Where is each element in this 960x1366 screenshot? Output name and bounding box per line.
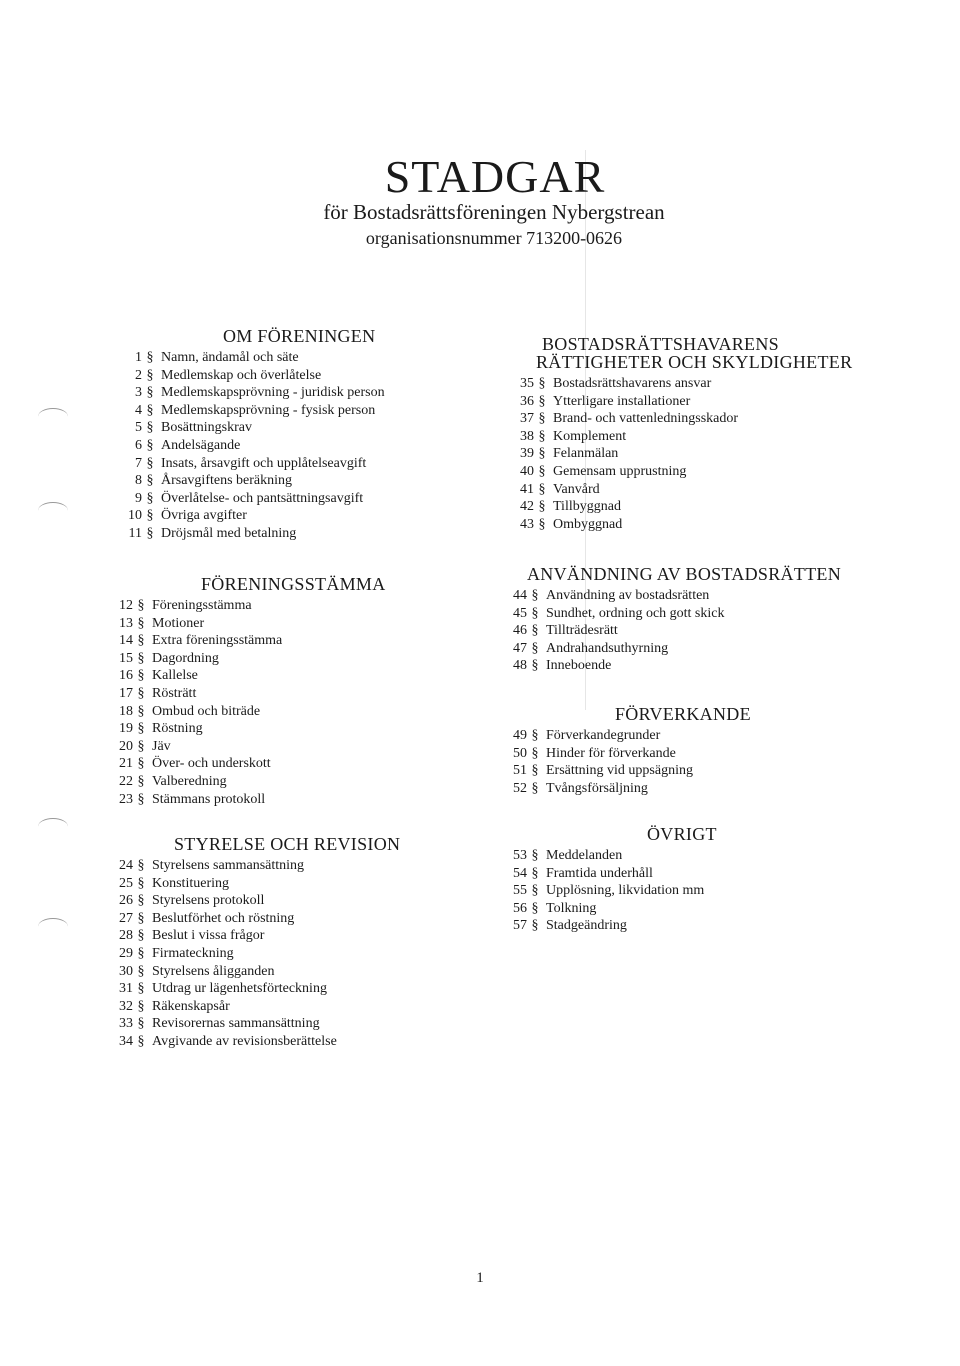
paragraph-sign: § [531,605,539,621]
paragraph-title: Tillbyggnad [553,499,621,515]
paragraph-number: 24 [119,858,133,873]
paragraph-sign: § [531,780,539,796]
paragraph-sign: § [531,640,539,656]
paragraph-title: Beslutförhet och röstning [152,910,295,926]
paragraph-number: 48 [513,658,527,674]
toc-entry [120,507,385,525]
paragraph-title: Ombud och biträde [152,703,261,719]
paragraph-sign: § [137,945,145,961]
paragraph-title: Brand- och vattenledningsskador [553,411,739,427]
toc-entry [505,865,717,883]
section-items [505,847,717,935]
paragraph-sign: § [146,420,154,436]
paragraph-number: 49 [513,728,527,743]
paragraph-number: 53 [513,848,527,863]
toc-entry [111,773,386,791]
paragraph-number: 57 [513,918,527,934]
paragraph-sign: § [137,685,145,701]
paragraph-number: 28 [119,928,133,944]
paragraph-number: 4 [135,402,142,418]
paragraph-sign: § [538,463,546,479]
paragraph-sign: § [137,738,145,754]
toc-entry [505,762,751,780]
paragraph-title: Firmateckning [152,945,234,961]
paragraph-number: 22 [119,773,133,789]
paragraph-title: Vanvård [553,481,600,497]
paragraph-number: 17 [119,685,133,701]
paragraph-sign: § [146,402,154,418]
paragraph-title: Tvångsförsäljning [546,780,648,796]
section-title: ÖVRIGT [647,824,717,844]
binder-hole-mark [38,918,68,935]
toc-entry [120,384,385,402]
toc-entry [505,745,751,763]
paragraph-number: 33 [119,1016,133,1032]
toc-entry [111,791,386,809]
toc-entry [512,410,852,428]
paragraph-title: Sundhet, ordning och gott skick [546,605,725,621]
paragraph-title: Ytterligare installationer [553,393,691,409]
section-items [505,587,841,675]
paragraph-sign: § [531,658,539,674]
paragraph-number: 36 [520,393,534,409]
paragraph-title: Föreningsstämma [152,598,252,613]
paragraph-title: Utdrag ur lägenhetsförteckning [152,981,327,997]
paragraph-sign: § [137,1016,145,1032]
paragraph-number: 52 [513,780,527,796]
paragraph-number: 11 [128,525,142,541]
paragraph-title: Meddelanden [546,848,623,863]
toc-entry [120,349,385,367]
paragraph-sign: § [531,623,539,639]
paragraph-title: Stämmans protokoll [152,791,266,807]
section-title: ANVÄNDNING AV BOSTADSRÄTTEN [527,564,842,584]
toc-entry [505,587,841,605]
paragraph-title: Stadgeändring [546,918,627,934]
paragraph-number: 12 [119,598,133,613]
binder-hole-mark [38,818,68,835]
toc-entry [505,917,717,935]
toc-entry [120,490,385,508]
paragraph-sign: § [538,411,546,427]
paragraph-sign: § [137,633,145,649]
paragraph-title: Framtida underhåll [546,865,653,881]
paragraph-number: 6 [135,437,142,453]
toc-entry [120,437,385,455]
paragraph-title: Inneboende [546,658,612,674]
paragraph-sign: § [137,668,145,684]
paragraph-title: Beslut i vissa frågor [152,928,265,944]
paragraph-title: Räkenskapsår [152,998,230,1014]
toc-entry [512,393,852,411]
paragraph-sign: § [137,875,145,891]
paragraph-title: Namn, ändamål och säte [161,350,299,365]
section-foreningsstamma [111,574,386,808]
paragraph-sign: § [531,588,539,603]
paragraph-number: 1 [135,350,142,365]
paragraph-sign: § [531,848,539,863]
paragraph-title: Extra föreningsstämma [152,633,283,649]
toc-entry [505,640,841,658]
toc-entry [111,738,386,756]
paragraph-number: 31 [119,981,133,997]
paragraph-sign: § [137,893,145,909]
paragraph-sign: § [146,508,154,524]
section-title: FÖRVERKANDE [615,704,751,724]
paragraph-number: 25 [119,875,133,891]
paragraph-sign: § [146,350,154,365]
paragraph-title: Användning av bostadsrätten [546,588,710,603]
paragraph-title: Revisorernas sammansättning [152,1016,320,1032]
section-items [111,597,386,808]
toc-entry [111,892,400,910]
paragraph-sign: § [531,745,539,761]
paragraph-sign: § [137,721,145,737]
paragraph-title: Styrelsens sammansättning [152,858,305,873]
toc-entry [111,998,400,1016]
section-title-line-2: RÄTTIGHETER OCH SKYLDIGHETER [536,352,853,372]
toc-entry [512,463,852,481]
paragraph-number: 19 [119,721,133,737]
toc-entry [512,516,852,534]
paragraph-title: Motioner [152,615,205,631]
paragraph-title: Ombyggnad [553,516,623,532]
paragraph-title: Röstning [152,721,203,737]
toc-entry [512,498,852,516]
paragraph-sign: § [538,499,546,515]
paragraph-title: Gemensam upprustning [553,463,687,479]
toc-entry [505,780,751,798]
paragraph-title: Styrelsens protokoll [152,893,265,909]
toc-entry [512,481,852,499]
toc-entry [512,445,852,463]
paragraph-number: 5 [135,420,142,436]
section-forverkande [505,704,751,797]
paragraph-number: 29 [119,945,133,961]
paragraph-title: Rösträtt [152,685,197,701]
paragraph-sign: § [538,446,546,462]
section-styrelse-och-revision [111,834,400,1051]
paragraph-title: Styrelsens åligganden [152,963,275,979]
paragraph-number: 47 [513,640,527,656]
paragraph-sign: § [137,910,145,926]
paragraph-title: Insats, årsavgift och upplåtelseavgift [161,455,367,471]
paragraph-title: Upplösning, likvidation mm [546,883,705,899]
toc-entry [505,622,841,640]
paragraph-sign: § [531,763,539,779]
section-om-foreningen [120,326,385,543]
paragraph-number: 51 [513,763,527,779]
paragraph-sign: § [538,376,546,391]
paragraph-number: 14 [119,633,133,649]
section-title-line-1: BOSTADSRÄTTSHAVARENS [542,334,779,354]
paragraph-sign: § [146,437,154,453]
paragraph-sign: § [531,900,539,916]
paragraph-number: 21 [119,756,133,772]
paragraph-sign: § [137,703,145,719]
section-title: STYRELSE OCH REVISION [174,834,401,854]
paragraph-number: 40 [520,463,534,479]
paragraph-number: 54 [513,865,527,881]
toc-entry [111,632,386,650]
paragraph-title: Tillträdesrätt [546,623,618,639]
toc-entry [512,428,852,446]
paragraph-sign: § [538,481,546,497]
paragraph-number: 38 [520,428,534,444]
paragraph-title: Konstituering [152,875,229,891]
toc-entry [111,685,386,703]
paragraph-number: 30 [119,963,133,979]
paragraph-number: 34 [119,1033,133,1049]
toc-entry [505,900,717,918]
paragraph-title: Förverkandegrunder [546,728,661,743]
paragraph-title: Felanmälan [553,446,619,462]
toc-entry [111,1033,400,1051]
paragraph-sign: § [137,981,145,997]
paragraph-title: Dröjsmål med betalning [161,525,297,541]
paragraph-title: Medlemskapsprövning - fysisk person [161,402,376,418]
section-items [111,857,400,1051]
document-title: STADGAR [384,151,606,202]
paragraph-sign: § [538,393,546,409]
toc-entry [111,650,386,668]
toc-entry [120,472,385,490]
paragraph-number: 10 [128,508,142,524]
paragraph-number: 13 [119,615,133,631]
paragraph-number: 15 [119,650,133,666]
paragraph-number: 39 [520,446,534,462]
paragraph-number: 2 [135,367,142,383]
paragraph-title: Överlåtelse- och pantsättningsavgift [161,490,364,506]
paragraph-number: 43 [520,516,534,532]
paragraph-sign: § [531,918,539,934]
paragraph-number: 8 [135,473,142,489]
section-items [512,375,852,533]
paragraph-number: 42 [520,499,534,515]
paragraph-sign: § [146,473,154,489]
paragraph-number: 55 [513,883,527,899]
paragraph-sign: § [137,858,145,873]
paragraph-sign: § [137,791,145,807]
paragraph-title: Dagordning [152,650,219,666]
toc-entry [111,720,386,738]
paragraph-title: Övriga avgifter [161,508,247,524]
paragraph-sign: § [531,865,539,881]
paragraph-number: 27 [119,910,133,926]
paragraph-number: 45 [513,605,527,621]
paragraph-number: 3 [135,385,142,401]
paragraph-sign: § [137,928,145,944]
toc-entry [111,615,386,633]
toc-entry [120,402,385,420]
paragraph-title: Medlemskap och överlåtelse [161,367,322,383]
toc-entry [505,847,717,865]
toc-entry [111,945,400,963]
paragraph-sign: § [531,728,539,743]
toc-entry [505,882,717,900]
paragraph-sign: § [137,756,145,772]
toc-entry [111,963,400,981]
paragraph-number: 37 [520,411,534,427]
paragraph-number: 23 [119,791,133,807]
toc-entry [120,419,385,437]
binder-hole-mark [38,408,68,425]
paragraph-title: Bostadsrättshavarens ansvar [553,376,712,391]
paragraph-title: Hinder för förverkande [546,745,676,761]
paragraph-title: Jäv [152,738,171,754]
paragraph-number: 7 [135,455,142,471]
paragraph-number: 18 [119,703,133,719]
toc-entry [505,657,841,675]
paragraph-number: 56 [513,900,527,916]
paragraph-sign: § [146,385,154,401]
toc-entry [111,875,400,893]
section-anvandning [505,564,841,675]
paragraph-title: Bosättningskrav [161,420,252,436]
binder-hole-mark [38,502,68,519]
toc-entry [111,755,386,773]
paragraph-title: Komplement [553,428,627,444]
toc-entry [111,857,400,875]
paragraph-sign: § [137,598,145,613]
paragraph-sign: § [146,455,154,471]
toc-entry [111,667,386,685]
toc-entry [111,927,400,945]
paragraph-number: 32 [119,998,133,1014]
section-title: OM FÖRENINGEN [223,326,376,346]
toc-entry [120,367,385,385]
paragraph-title: Årsavgiftens beräkning [161,473,293,489]
toc-entry [111,980,400,998]
paragraph-number: 9 [135,490,142,506]
paragraph-sign: § [538,516,546,532]
toc-entry [120,525,385,543]
paragraph-title: Ersättning vid uppsägning [546,763,693,779]
paragraph-title: Andelsägande [161,437,241,453]
paragraph-sign: § [146,490,154,506]
paragraph-number: 35 [520,376,534,391]
toc-entry [111,597,386,615]
paragraph-sign: § [146,367,154,383]
paragraph-number: 50 [513,745,527,761]
paragraph-sign: § [538,428,546,444]
toc-entry [512,375,852,393]
section-title [512,334,852,373]
paragraph-number: 46 [513,623,527,639]
toc-entry [120,455,385,473]
paragraph-title: Medlemskapsprövning - juridisk person [161,385,385,401]
paragraph-number: 20 [119,738,133,754]
toc-entry [111,1015,400,1033]
section-items [120,349,385,543]
paragraph-number: 44 [513,588,527,603]
paragraph-title: Andrahandsuthyrning [546,640,669,656]
document-subtitle: för Bostadsrättsföreningen Nybergstrean [323,200,665,224]
toc-entry [111,910,400,928]
section-items [505,727,751,797]
paragraph-title: Kallelse [152,668,198,684]
toc-entry [505,727,751,745]
paragraph-sign: § [137,963,145,979]
section-title: FÖRENINGSSTÄMMA [201,574,386,594]
organisation-number: organisationsnummer 713200-0626 [365,228,623,248]
paragraph-sign: § [146,525,154,541]
paragraph-title: Över- och underskott [152,756,271,772]
toc-entry [111,703,386,721]
paragraph-number: 26 [119,893,133,909]
section-bostadsrattshavarens [512,334,852,533]
section-ovrigt [505,824,717,935]
paragraph-title: Valberedning [152,773,227,789]
paragraph-sign: § [137,650,145,666]
toc-entry [505,605,841,623]
paragraph-sign: § [531,883,539,899]
paragraph-number: 41 [520,481,534,497]
paragraph-title: Avgivande av revisionsberättelse [152,1033,337,1049]
paragraph-title: Tolkning [546,900,597,916]
paragraph-sign: § [137,615,145,631]
paragraph-number: 16 [119,668,133,684]
page-number: 1 [476,1270,484,1286]
paragraph-sign: § [137,773,145,789]
paragraph-sign: § [137,998,145,1014]
paragraph-sign: § [137,1033,145,1049]
